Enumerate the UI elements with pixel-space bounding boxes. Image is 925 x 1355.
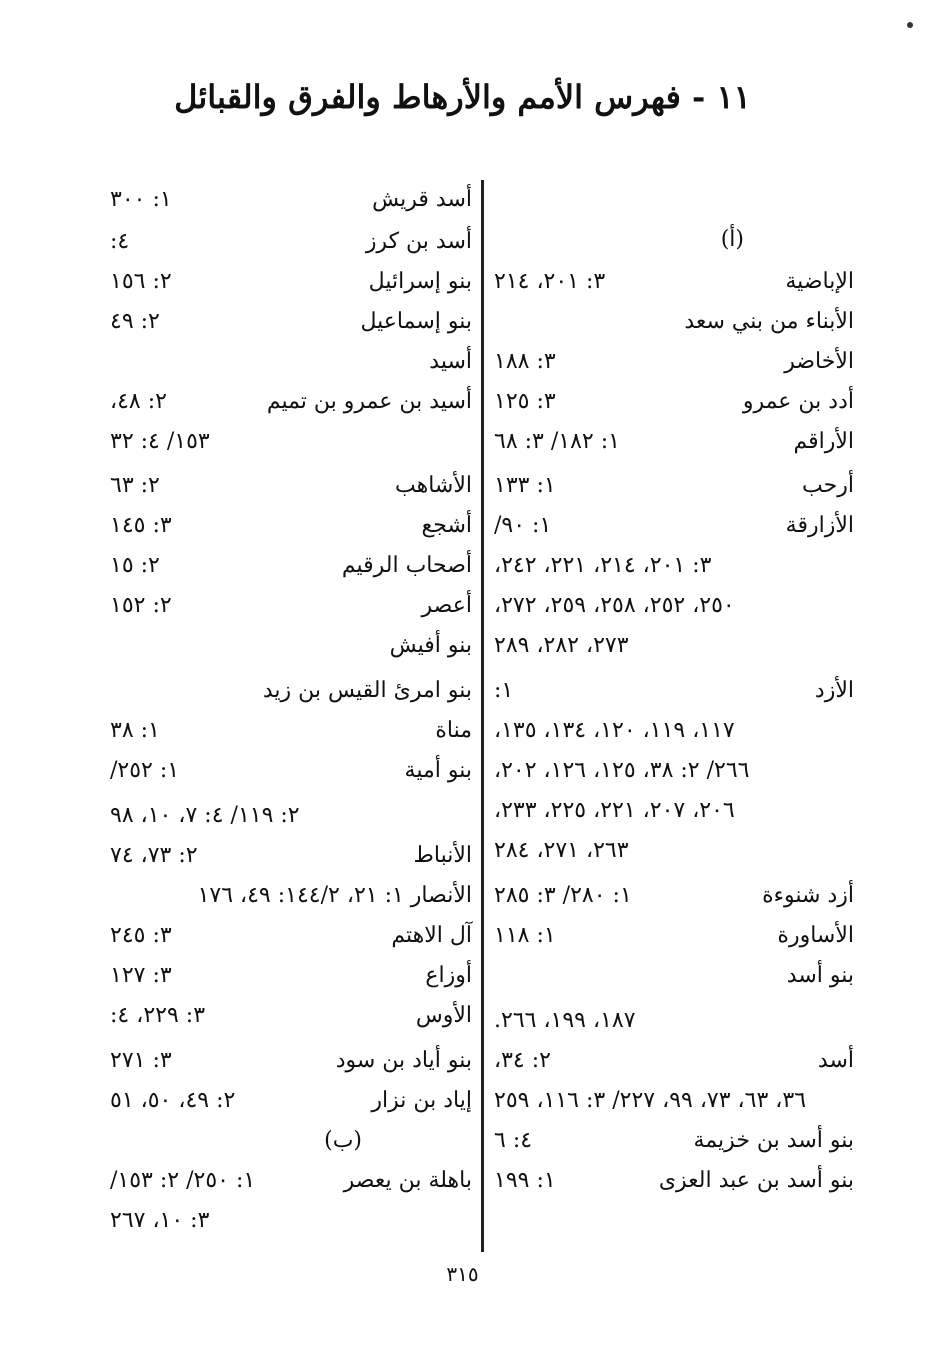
left-column-row bbox=[110, 506, 472, 546]
left-column-row bbox=[110, 1121, 472, 1161]
right-column-row bbox=[494, 466, 854, 506]
column-divider bbox=[481, 180, 484, 1252]
continuation-reference: ٣: ١٠، ٢٦٧ bbox=[110, 1208, 210, 1233]
left-column-row bbox=[110, 796, 472, 836]
left-column-row bbox=[110, 836, 472, 876]
right-column-row bbox=[494, 422, 854, 462]
entry-reference: ٢: ٣٤، bbox=[494, 1048, 551, 1073]
entry-reference: ١: ١٩٩ bbox=[494, 1168, 556, 1193]
right-column-row bbox=[494, 751, 854, 791]
entry-name: الأراقم bbox=[793, 429, 854, 454]
entry-reference: ١: ٩٠/ bbox=[494, 513, 552, 538]
page-title: ١١ - فهرس الأمم والأرهاط والفرق والقبائل bbox=[174, 78, 751, 116]
right-column-row bbox=[494, 342, 854, 382]
right-column-row bbox=[494, 626, 854, 666]
right-column-row bbox=[494, 586, 854, 626]
left-column-row bbox=[110, 711, 472, 751]
entry-name: باهلة بن يعصر bbox=[343, 1168, 472, 1193]
right-column-row bbox=[494, 1081, 854, 1121]
continuation-reference: ١١٧، ١١٩، ١٢٠، ١٣٤، ١٣٥، bbox=[494, 718, 735, 743]
entry-reference: ٢: ١٥ bbox=[110, 553, 160, 578]
right-column-row bbox=[494, 791, 854, 831]
left-column-row bbox=[110, 1081, 472, 1121]
entry-name: أسد bbox=[817, 1048, 854, 1073]
entry-name: الأزد bbox=[814, 678, 854, 703]
left-column-row bbox=[110, 671, 472, 711]
entry-name: الأزارقة bbox=[785, 513, 854, 538]
entry-name: الأنباط bbox=[413, 843, 472, 868]
corner-dot bbox=[907, 22, 913, 28]
entry-reference: ١: ٣٠٠ bbox=[110, 187, 172, 212]
entry-name: أسيد بن عمرو بن تميم bbox=[266, 389, 472, 414]
entry-name: أشجع bbox=[421, 513, 472, 538]
entry-reference: ٤: bbox=[110, 229, 130, 254]
entry-name: أسد بن كرز bbox=[365, 229, 472, 254]
entry-reference: ٣: ٢٠١، ٢١٤ bbox=[494, 269, 606, 294]
entry-name: بنو إسرائيل bbox=[368, 269, 472, 294]
right-column-row bbox=[494, 1121, 854, 1161]
entry-reference: ٢: ٤٩ bbox=[110, 309, 160, 334]
entry-name: الأساورة bbox=[777, 923, 854, 948]
continuation-reference: ٢٥٠، ٢٥٢، ٢٥٨، ٢٥٩، ٢٧٢، bbox=[494, 593, 735, 618]
right-column-row bbox=[494, 916, 854, 956]
left-column-row bbox=[110, 262, 472, 302]
right-column-row bbox=[494, 382, 854, 422]
entry-reference: ٢: ٦٣ bbox=[110, 473, 160, 498]
entry-reference: ٢: ٤٨، bbox=[110, 389, 167, 414]
continuation-reference: ٢٦٣، ٢٧١، ٢٨٤ bbox=[494, 838, 629, 863]
entry-reference: ٣: ١٢٧ bbox=[110, 963, 172, 988]
entry-reference: ١: ١١٨ bbox=[494, 923, 556, 948]
entry-name: أسيد bbox=[429, 349, 472, 374]
entry-reference: ٣: ١٤٥ bbox=[110, 513, 172, 538]
entry-name: بنو إسماعيل bbox=[360, 309, 472, 334]
entry-reference: ١: ٢٥٠/ ٢: ١٥٣/ bbox=[110, 1168, 256, 1193]
entry-reference: ٣: ٢٤٥ bbox=[110, 923, 172, 948]
left-column-row bbox=[110, 1201, 472, 1241]
right-column-row bbox=[494, 1161, 854, 1201]
continuation-reference: ٣: ٢٠١، ٢١٤، ٢٢١، ٢٤٢، bbox=[494, 553, 712, 578]
entry-reference: ٣: ٢٢٩، ٤: bbox=[110, 1003, 206, 1028]
continuation-reference: ١٥٣/ ٤: ٣٢ bbox=[110, 429, 210, 454]
continuation-reference: ٢٧٣، ٢٨٢، ٢٨٩ bbox=[494, 633, 629, 658]
right-column-row bbox=[494, 1041, 854, 1081]
entry-reference: ٣: ١٢٥ bbox=[494, 389, 556, 414]
right-column-row bbox=[494, 262, 854, 302]
entry-name: الأشاهب bbox=[395, 473, 472, 498]
entry-name: الأبناء من بني سعد bbox=[684, 309, 854, 334]
entry-reference: ١: bbox=[494, 678, 514, 703]
right-column-row bbox=[494, 506, 854, 546]
entry-name: أوزاع bbox=[425, 963, 472, 988]
entry-name: أسد قريش bbox=[372, 187, 472, 212]
left-column-row bbox=[110, 222, 472, 262]
left-column-row bbox=[110, 382, 472, 422]
right-column-row bbox=[494, 302, 854, 342]
right-column-row bbox=[494, 831, 854, 871]
left-column-row bbox=[110, 956, 472, 996]
entry-reference: ١: ٣٨ bbox=[110, 718, 160, 743]
right-column-row bbox=[494, 876, 854, 916]
entry-reference: ٢: ١٥٦ bbox=[110, 269, 172, 294]
entry-name: بنو أسد بن خزيمة bbox=[693, 1128, 854, 1153]
entry-name: أرحب bbox=[802, 473, 854, 498]
left-column-row bbox=[110, 996, 472, 1036]
entry-reference: ٢: ١٥٢ bbox=[110, 593, 172, 618]
entry-name: مناة bbox=[435, 718, 472, 743]
left-column-row bbox=[110, 180, 472, 220]
continuation-reference: ٢٠٦، ٢٠٧، ٢٢١، ٢٢٥، ٢٣٣، bbox=[494, 798, 735, 823]
continuation-reference: ٢: ١١٩/ ٤: ٧، ١٠، ٩٨ bbox=[110, 803, 300, 828]
entry-name: بنو أسد bbox=[786, 963, 854, 988]
entry-name: الأخاضر bbox=[784, 349, 854, 374]
entry-name: إياد بن نزار bbox=[371, 1088, 472, 1113]
section-letter-heading: (أ) bbox=[720, 227, 744, 252]
right-column-row bbox=[494, 220, 854, 260]
entry-name: أصحاب الرقيم bbox=[341, 553, 472, 578]
entry-name: بنو أمية bbox=[404, 758, 472, 783]
entry-name: بنو أياد بن سود bbox=[335, 1048, 472, 1073]
entry-reference: ٤: ٦ bbox=[494, 1128, 533, 1153]
entry-reference: ١: ٢٥٢/ bbox=[110, 758, 180, 783]
entry-reference: ١: ١٨٢/ ٣: ٦٨ bbox=[494, 429, 620, 454]
continuation-reference: ٣٦، ٦٣، ٧٣، ٩٩، ٢٢٧/ ٣: ١١٦، ٢٥٩ bbox=[494, 1088, 807, 1113]
left-column-row bbox=[110, 302, 472, 342]
left-column-row bbox=[110, 916, 472, 956]
entry-reference: ٣: ٢٧١ bbox=[110, 1048, 172, 1073]
entry-name: الإباضية bbox=[785, 269, 854, 294]
left-column-row bbox=[110, 1041, 472, 1081]
entry-name: آل الاهتم bbox=[391, 923, 472, 948]
entry-name: أزد شنوءة bbox=[762, 883, 854, 908]
left-column-row bbox=[110, 342, 472, 382]
entry-reference: ٢: ٧٣، ٧٤ bbox=[110, 843, 198, 868]
continuation-reference: ٢٦٦/ ٢: ٣٨، ١٢٥، ١٢٦، ٢٠٢، bbox=[494, 758, 750, 783]
left-column-row bbox=[110, 546, 472, 586]
page-number: ٣١٥ bbox=[446, 1262, 479, 1286]
entry-reference: ٣: ١٨٨ bbox=[494, 349, 556, 374]
left-column-row bbox=[110, 751, 472, 791]
entry-full-line: الأنصار ١: ٢١، ١٤٤/٢: ٤٩، ١٧٦ bbox=[197, 883, 472, 908]
right-column-row bbox=[494, 671, 854, 711]
entry-name: أعصر bbox=[421, 593, 472, 618]
left-column-row bbox=[110, 876, 472, 916]
left-column-row bbox=[110, 586, 472, 626]
right-column-row bbox=[494, 711, 854, 751]
left-column-row bbox=[110, 626, 472, 666]
entry-name: بنو أفيش bbox=[389, 633, 472, 658]
section-letter-heading: (ب) bbox=[324, 1128, 362, 1153]
continuation-reference: ١٨٧، ١٩٩، ٢٦٦. bbox=[494, 1008, 636, 1033]
entry-reference: ١: ١٣٣ bbox=[494, 473, 556, 498]
right-column-row bbox=[494, 546, 854, 586]
entry-name: أدد بن عمرو bbox=[742, 389, 854, 414]
left-column-row bbox=[110, 1161, 472, 1201]
entry-name: الأوس bbox=[415, 1003, 472, 1028]
entry-name: بنو أسد بن عبد العزى bbox=[658, 1168, 854, 1193]
entry-reference: ١: ٢٨٠/ ٣: ٢٨٥ bbox=[494, 883, 632, 908]
left-column-row bbox=[110, 466, 472, 506]
left-column-row bbox=[110, 422, 472, 462]
entry-reference: ٢: ٤٩، ٥٠، ٥١ bbox=[110, 1088, 236, 1113]
entry-name: بنو امرئ القيس بن زيد bbox=[262, 678, 472, 703]
right-column-row bbox=[494, 1001, 854, 1041]
right-column-row bbox=[494, 956, 854, 996]
